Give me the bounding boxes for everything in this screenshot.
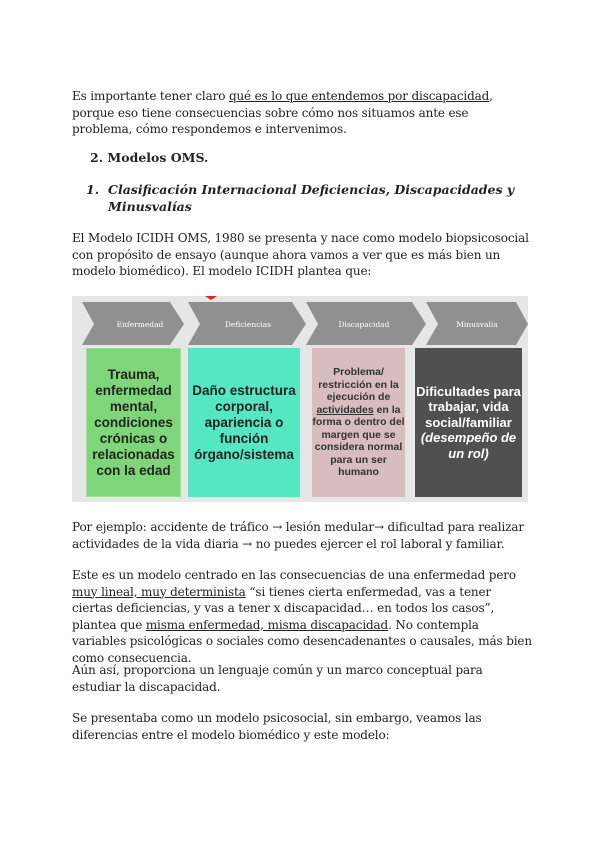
icidh-paragraph: El Modelo ICIDH OMS, 1980 se presenta y nace como modelo biopsicosocial con propósito de ensayo (aunque ahora vamos a ver que es más bien un modelo biomédico). El modelo ICIDH plantea que: bbox=[72, 231, 529, 278]
arrow-chevrons bbox=[72, 296, 528, 346]
box-minusvalia: Dificultades para trabajar, vida social/familiar (desempeño de un rol) bbox=[415, 348, 522, 497]
psicosocial-paragraph: Se presentaba como un modelo psicosocial, sin embargo, veamos las diferencias entre el modelo biomédico y este modelo: bbox=[72, 711, 482, 742]
lenguaje-paragraph: Aún así, proporciona un lenguaje común y un marco conceptual para estudiar la discapacidad. bbox=[72, 663, 483, 694]
subsection-heading bbox=[86, 181, 516, 215]
stage-minusvalia: Minusvalía bbox=[456, 320, 498, 329]
stage-enfermedad: Enfermedad bbox=[116, 320, 164, 329]
subsection-number: 1. bbox=[86, 182, 100, 197]
model-paragraph: Este es un modelo centrado en las consecuencias de una enfermedad pero muy lineal, muy determinista “si tienes cierta enfermedad, vas a tener ciertas deficiencias, y vas a tener x discapacidad… en todos los casos”, plantea que misma enfermedad, misma discapacidad. No contempla variables psicológicas o sociales como desencadenantes o causales, más bien como consecuencia. bbox=[72, 568, 532, 665]
box-enfermedad: Trauma, enfermedad mental, condiciones crónicas o relacionadas con la edad bbox=[86, 348, 181, 497]
box-deficiencias: Daño estructura corporal, apariencia o función órgano/sistema bbox=[188, 348, 300, 497]
stage-deficiencias: Deficiencias bbox=[224, 320, 272, 329]
example-paragraph: Por ejemplo: accidente de tráfico → lesión medular→ dificultad para realizar actividades de la vida diaria → no puedes ejercer el rol laboral y familiar. bbox=[72, 520, 524, 551]
subsection-title-line2: Minusvalías bbox=[108, 199, 192, 214]
icidh-diagram bbox=[72, 296, 528, 502]
stage-discapacidad: Discapacidad bbox=[338, 320, 390, 329]
intro-paragraph: Es importante tener claro qué es lo que entendemos por discapacidad, porque eso tiene consecuencias sobre cómo nos situamos ante ese problema, cómo respondemos e intervenimos. bbox=[72, 89, 493, 136]
red-marker bbox=[205, 296, 217, 300]
intro-underlined: qué es lo que entendemos por discapacidad bbox=[228, 89, 490, 103]
box-discapacidad: Problema/ restricción en la ejecución de actividades en la forma o dentro del margen que se considera normal para un ser humano bbox=[312, 348, 405, 497]
section-heading: 2. Modelos OMS. bbox=[90, 150, 209, 165]
subsection-title-line1: Clasificación Internacional Deficiencias, Discapacidades y bbox=[108, 182, 515, 197]
